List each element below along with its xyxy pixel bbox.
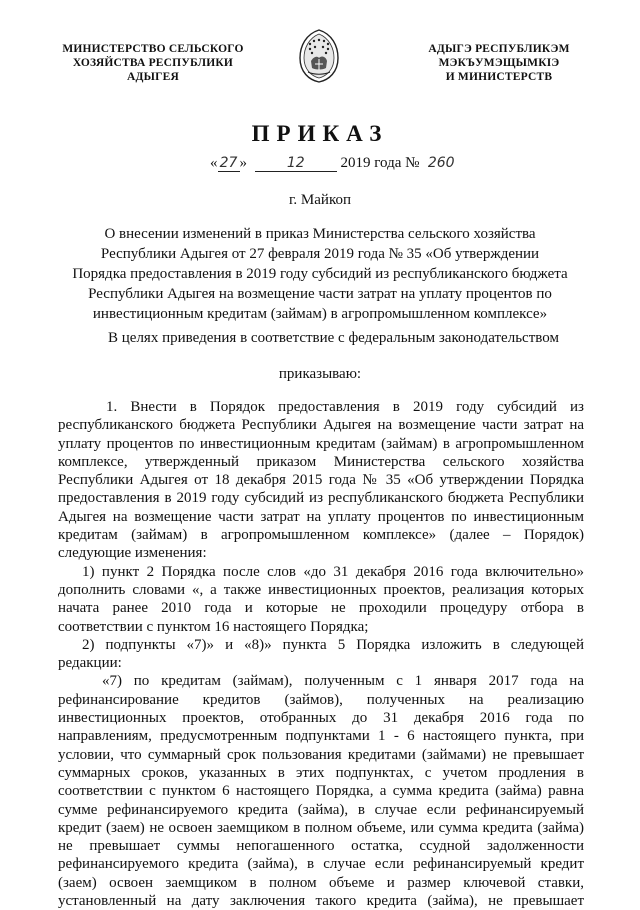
subject-line: Республики Адыгея от 27 февраля 2019 года № 35 «Об утверждении xyxy=(100,246,540,262)
body-line: Республики Адыгея от 18 декабря 2015 года № 35 «Об утверждении Порядка xyxy=(58,472,584,489)
body-line: условии, что суммарный срок пользования кредитами (займами) не превышает xyxy=(58,746,584,763)
body-line: рефинансирование кредитов (займов), полученных на реализацию xyxy=(58,691,584,708)
order-word: приказываю: xyxy=(278,366,362,382)
body-line: следующие изменения: xyxy=(58,545,207,562)
ministry-name-line: АДЫГЭ РЕСПУБЛИКЭМ xyxy=(428,43,570,55)
coat-of-arms-emblem xyxy=(296,28,342,84)
day-handwritten: 27 xyxy=(218,155,240,172)
ministry-name-adyghe xyxy=(414,42,584,84)
document-title: ПРИКАЗ xyxy=(251,121,389,146)
subject-line: инвестиционным кредитам (займам) в агропромышленном комплексе» xyxy=(92,306,548,322)
body-line: уплату процентов по инвестиционным кредитам (займам) в агропромышленном xyxy=(58,435,584,452)
subject-line: О внесении изменений в приказ Министерства сельского хозяйства xyxy=(104,226,536,242)
body-line: «7) по кредитам (займам), полученным с 1 января 2017 года на xyxy=(102,673,584,690)
subject-line: Порядка предоставления в 2019 году субсидий из республиканского бюджета xyxy=(72,266,568,282)
body-line: 2) подпункты «7)» и «8)» пункта 5 Порядка изложить в следующей xyxy=(82,636,584,653)
subject-line: Республики Адыгея на возмещение части затрат на уплату процентов по xyxy=(88,286,552,302)
body-line: суммарных сроков, указанных в этих подпунктах, с учетом продления в xyxy=(58,764,584,781)
body-line: кредитам (займам) в агропромышленном комплексе» (далее – Порядок) xyxy=(58,527,584,544)
body-line: Адыгея на возмещение части затрат на уплату процентов по инвестиционным xyxy=(58,508,584,525)
body-line: комплексе, утвержденный приказом Министерства сельского хозяйства xyxy=(58,453,584,470)
body-line: редакции: xyxy=(58,655,122,672)
body-line: не превышает суммы непогашенного остатка, ссудной задолженности xyxy=(58,838,584,855)
body-line: (заем) освоен заемщиком в полном объеме и размер ключевой ставки, xyxy=(58,874,584,891)
body-line: соответствии с пунктом 16 настоящего Порядка; xyxy=(58,618,369,635)
body-line: предоставления в 2019 году субсидий из республиканского бюджета Республики xyxy=(58,490,584,507)
body-line: дополнить словами «, а также инвестиционных проектов, реализация которых xyxy=(58,581,584,598)
city-name: г. Майкоп xyxy=(288,192,352,208)
ministry-name-line: ХОЗЯЙСТВА РЕСПУБЛИКИ xyxy=(72,57,234,69)
ministry-name-russian xyxy=(58,42,248,84)
ministry-name-line: АДЫГЕЯ xyxy=(126,71,179,83)
purpose-statement: В целях приведения в соответствие с федеральным законодательством xyxy=(108,330,559,346)
year-label: 2019 года № xyxy=(340,155,420,171)
month-handwritten: 12 xyxy=(255,155,337,172)
body-line: инвестиционных проектов, отобранных до 31 декабря 2016 года по xyxy=(58,710,584,727)
date-line xyxy=(210,155,459,172)
body-line: сумме рефинансируемого кредита (займа), в случае если рефинансируемый xyxy=(58,801,584,818)
body-line: 1. Внести в Порядок предоставления в 2019 году субсидий из xyxy=(106,399,584,415)
quote-close: » xyxy=(239,155,247,171)
ministry-name-line: И МИНИСТЕРСТВ xyxy=(445,71,553,83)
body-line: рефинансируемого кредита (займа), в случае если рефинансируемый кредит xyxy=(58,856,584,873)
order-body xyxy=(58,398,584,910)
ministry-name-line: МИНИСТЕРСТВО СЕЛЬСКОГО xyxy=(62,43,244,55)
order-subject xyxy=(60,224,580,324)
body-line: соответствии с пунктом 6 настоящего Порядка, а сумма кредита (займа) равна xyxy=(58,783,584,800)
body-line: установленный на дату заключения такого кредита (займа), не превышает xyxy=(58,893,584,910)
body-line: республиканского бюджета Республики Адыгея на возмещение части затрат на xyxy=(58,417,584,434)
order-number-handwritten: 260 xyxy=(427,155,455,171)
quote-open: « xyxy=(210,155,218,171)
body-line: начата ранее 2010 года и которые не проходили процедуру отбора в xyxy=(58,600,584,617)
body-line: кредит (заем) не освоен заемщиком в полном объеме, или сумма кредита (займа) xyxy=(58,819,584,836)
ministry-name-line: МЭКЪУМЭЩЫМКIЭ xyxy=(438,57,560,69)
body-line: направлениям, предусмотренным подпунктами 1 - 6 настоящего пункта, при xyxy=(58,728,584,745)
body-line: 1) пункт 2 Порядка после слов «до 31 декабря 2016 года включительно» xyxy=(82,563,584,580)
